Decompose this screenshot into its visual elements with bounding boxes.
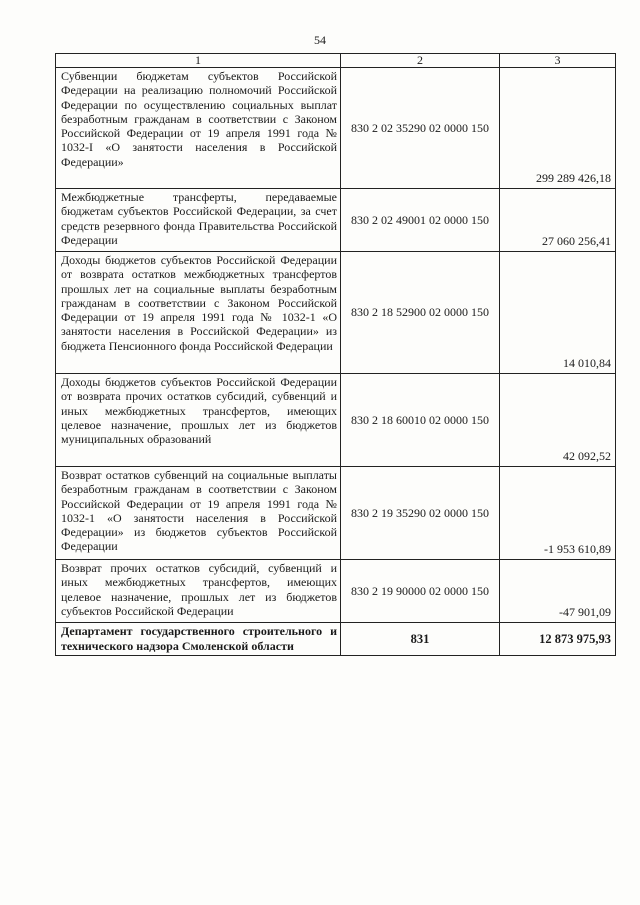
- row-code: 830 2 19 90000 02 0000 150: [341, 560, 500, 623]
- table-row: [56, 560, 616, 623]
- row-amount: 27 060 256,41: [500, 189, 616, 252]
- column-header-2: 2: [341, 54, 500, 68]
- row-code: 830 2 02 35290 02 0000 150: [341, 68, 500, 189]
- column-header-1: 1: [56, 54, 341, 68]
- total-row: [56, 623, 616, 656]
- row-amount: -47 901,09: [500, 560, 616, 623]
- row-code: 830 2 18 60010 02 0000 150: [341, 374, 500, 467]
- row-amount: 42 092,52: [500, 374, 616, 467]
- table-row: [56, 252, 616, 374]
- table-row: [56, 374, 616, 467]
- row-code: 830 2 19 35290 02 0000 150: [341, 467, 500, 560]
- table-row: [56, 189, 616, 252]
- table-row: [56, 467, 616, 560]
- row-amount: 14 010,84: [500, 252, 616, 374]
- row-code: 830 2 02 49001 02 0000 150: [341, 189, 500, 252]
- total-code: 831: [341, 623, 500, 656]
- row-amount: -1 953 610,89: [500, 467, 616, 560]
- row-description: Доходы бюджетов субъектов Российской Федерации от возврата остатков межбюджетных трансфертов прошлых лет на социальные выплаты безработным гражданам в соответствии с Законом Российской Федерации от 19 апреля 1991 года № 1032-1 «О занятости населения в Российской Федерации» из бюджета Пенсионного фонда Российской Федерации: [56, 252, 341, 374]
- total-description: Департамент государственного строительного и технического надзора Смоленской области: [56, 623, 341, 656]
- row-description: Межбюджетные трансферты, передаваемые бюджетам субъектов Российской Федерации, за счет средств резервного фонда Правительства Российской Федерации: [56, 189, 341, 252]
- table-row: [56, 68, 616, 189]
- table-header-row: [56, 54, 616, 68]
- budget-revenue-table: [55, 53, 616, 656]
- row-code: 830 2 18 52900 02 0000 150: [341, 252, 500, 374]
- row-description: Возврат остатков субвенций на социальные выплаты безработным гражданам в соответствии с Законом Российской Федерации от 19 апреля 1991 года № 1032-1 «О занятости населения в Российской Федерации» из бюджетов субъектов Российской Федерации: [56, 467, 341, 560]
- row-description: Доходы бюджетов субъектов Российской Федерации от возврата прочих остатков субсидий, субвенций и иных межбюджетных трансфертов, имеющих целевое назначение, прошлых лет из бюджетов муниципальных образований: [56, 374, 341, 467]
- row-description: Возврат прочих остатков субсидий, субвенций и иных межбюджетных трансфертов, имеющих целевое назначение, прошлых лет из бюджетов субъектов Российской Федерации: [56, 560, 341, 623]
- column-header-3: 3: [500, 54, 616, 68]
- total-amount: 12 873 975,93: [500, 623, 616, 656]
- page-number: 54: [314, 33, 326, 47]
- row-description: Субвенции бюджетам субъектов Российской Федерации на реализацию полномочий Российской Федерации по осуществлению социальных выплат безработным гражданам в соответствии с Законом Российской Федерации от 19 апреля 1991 года № 1032-I «О занятости населения в Российской Федерации»: [56, 68, 341, 189]
- row-amount: 299 289 426,18: [500, 68, 616, 189]
